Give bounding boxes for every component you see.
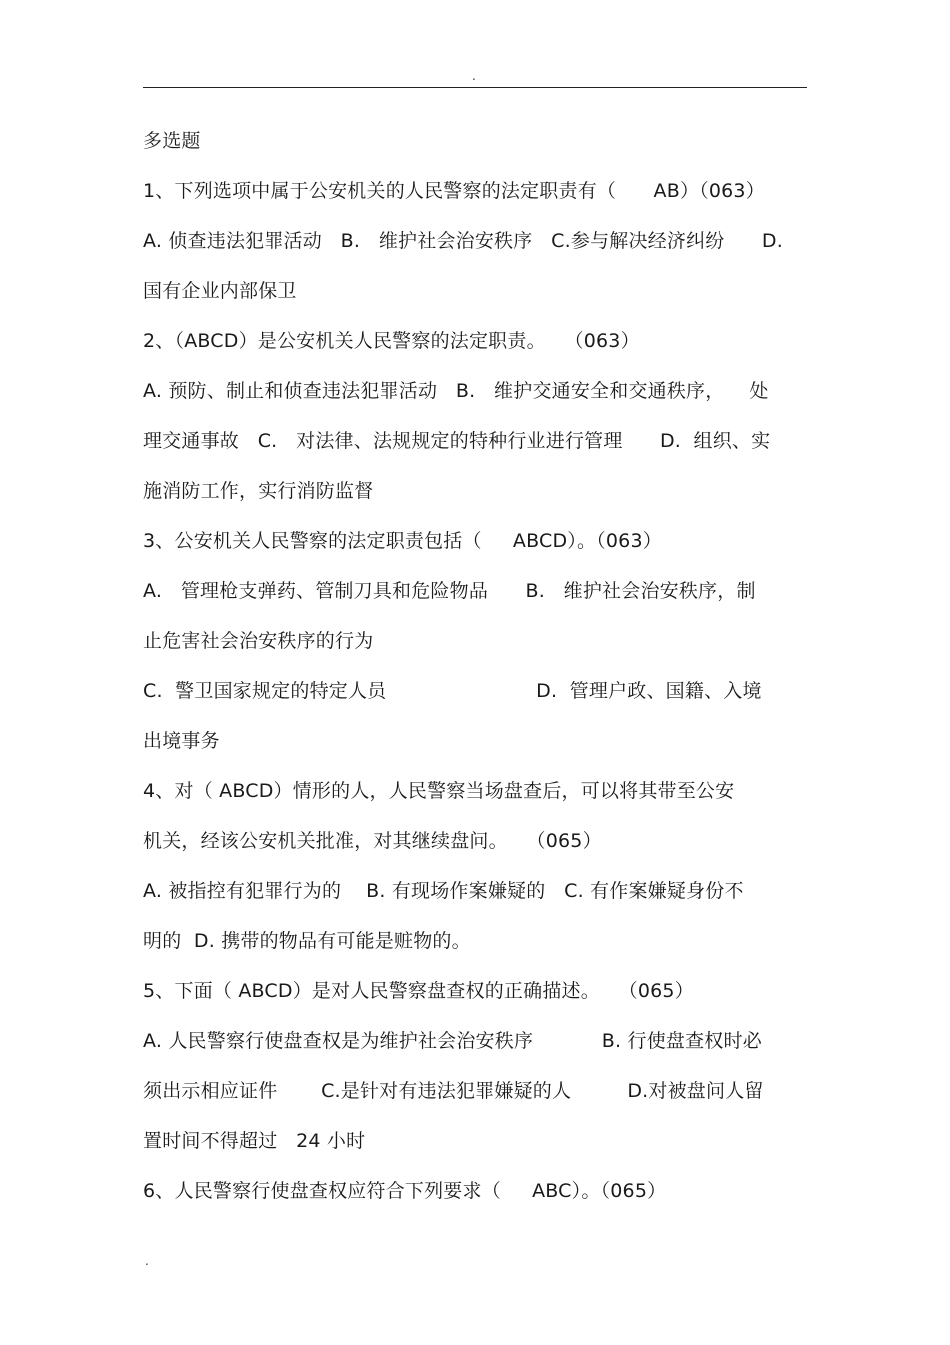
question-5-options-cont: 置时间不得超过 24 小时 bbox=[143, 1130, 366, 1152]
question-3-options-cont: C. 警卫国家规定的特定人员 D. 管理户政、国籍、入境 bbox=[143, 680, 762, 702]
question-4-options-cont: 明的 D. 携带的物品有可能是赃物的。 bbox=[143, 930, 471, 952]
question-4-stem-cont: 机关，经该公安机关批准，对其继续盘问。 （065） bbox=[143, 830, 602, 852]
header-dot: . bbox=[472, 69, 476, 83]
question-5-options-cont: 须出示相应证件 C.是针对有违法犯罪嫌疑的人 D.对被盘问人留 bbox=[143, 1080, 764, 1102]
question-3-options-cont: 出境事务 bbox=[143, 730, 220, 752]
question-2-options-cont: 理交通事故 C. 对法律、法规规定的特种行业进行管理 D. 组织、实 bbox=[143, 430, 771, 452]
question-2-options: A. 预防、制止和侦查违法犯罪活动 B. 维护交通安全和交通秩序， 处 bbox=[143, 380, 769, 402]
question-3-stem: 3、公安机关人民警察的法定职责包括（ ABCD）。（063） bbox=[143, 530, 662, 552]
question-6-stem: 6、人民警察行使盘查权应符合下列要求（ ABC）。（065） bbox=[143, 1180, 667, 1202]
question-2-options-cont: 施消防工作，实行消防监督 bbox=[143, 480, 374, 502]
section-title: 多选题 bbox=[143, 130, 201, 152]
question-3-options: A. 管理枪支弹药、管制刀具和危险物品 B. 维护社会治安秩序，制 bbox=[143, 580, 756, 602]
header-divider bbox=[143, 87, 807, 88]
question-2-stem: 2、（ABCD）是公安机关人民警察的法定职责。 （063） bbox=[143, 330, 640, 352]
question-1-options: A. 侦查违法犯罪活动 B. 维护社会治安秩序 C.参与解决经济纠纷 D. bbox=[143, 230, 783, 252]
question-3-options-cont: 止危害社会治安秩序的行为 bbox=[143, 630, 374, 652]
question-1-options-cont: 国有企业内部保卫 bbox=[143, 280, 297, 302]
question-4-stem: 4、对（ ABCD）情形的人，人民警察当场盘查后，可以将其带至公安 bbox=[143, 780, 735, 802]
question-4-options: A. 被指控有犯罪行为的 B. 有现场作案嫌疑的 C. 有作案嫌疑身份不 bbox=[143, 880, 744, 902]
footer-dot: . bbox=[145, 1254, 149, 1268]
question-5-stem: 5、下面（ ABCD）是对人民警察盘查权的正确描述。 （065） bbox=[143, 980, 694, 1002]
question-1-stem: 1、下列选项中属于公安机关的人民警察的法定职责有（ AB）（063） bbox=[143, 180, 765, 202]
question-5-options: A. 人民警察行使盘查权是为维护社会治安秩序 B. 行使盘查权时必 bbox=[143, 1030, 762, 1052]
